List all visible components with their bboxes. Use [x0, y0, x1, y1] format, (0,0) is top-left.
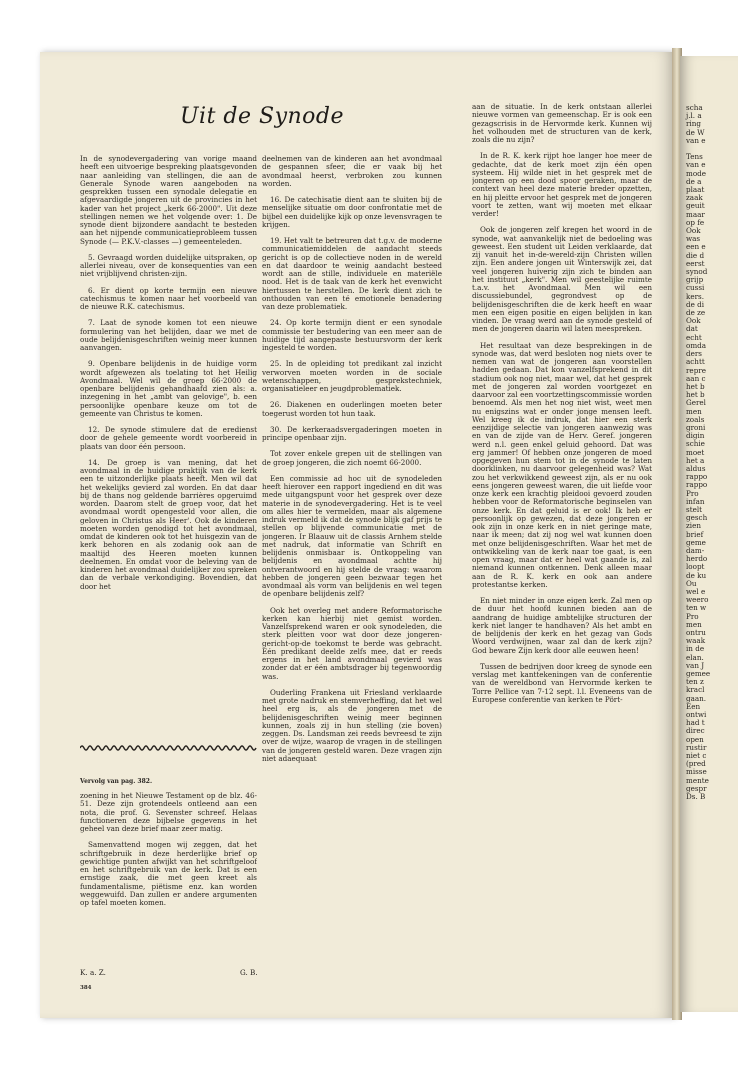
paragraph: Tussen de bedrijven door kreeg de synode een verslag met kanttekeningen van de conferentie van de wereldbond van Hervormde kerken te Torre Pellice van 7-12 sept. l.l. Eveneens van de Europese conferentie van kerken te Pört-	[472, 661, 652, 704]
next-page-line: schie	[686, 439, 705, 449]
next-page-line: was	[686, 234, 701, 244]
next-page-line: groni	[686, 422, 706, 432]
next-page-line: gesch	[686, 513, 708, 523]
next-page-line: mente	[686, 775, 709, 785]
next-page-line: cussi	[686, 283, 705, 293]
next-page-line: zien	[686, 521, 701, 531]
next-page-line: rappo	[686, 480, 708, 490]
next-page-line: Pro	[686, 488, 699, 498]
next-page-line: ders	[686, 349, 702, 359]
next-page-line: kracl	[686, 685, 705, 695]
next-page-line: echt	[686, 332, 702, 342]
next-page-line: de a	[686, 176, 702, 186]
paragraph: Ook de jongeren zelf kregen het woord in de synode, wat aanvankelijk niet de bedoeling was geweest. Een student uit Leiden verklaarde, dat zij vanuit het in-de-wereld-zijn Christen willen zijn. Een andere jongen uit Winterswijk zei, dat veel jongeren huiverig zijn zich te binden aan het instituut „kerk". Men wil geestelijke ruimte t.a.v. het Avondmaal. Men wil een discussiebundel, gegrondvest op de belijdenisgeschriften die de kerk heeft en waar men een eigen positie en eigen belijden in kan vinden. De vraag werd aan de synode gesteld of men de jongeren daarin wil laten meespreken.	[472, 225, 652, 334]
page-number: 384	[80, 985, 92, 991]
next-page-line: de ze	[686, 308, 706, 318]
next-page-line: rustir	[686, 742, 707, 752]
next-page-line: stelt	[686, 504, 703, 514]
next-page-line: Ook	[686, 226, 701, 236]
paragraph: Samenvattend mogen wij zeggen, dat het schriftgebruik in deze herderlijke brief op gewichtige punten afwijkt van het schriftgeloof en het schriftgebruik van de kerk. Dat is een ernstige zaak, die met geen kreet als fundamentalisme, piëtisme enz. kan worden weggewuifd. Dan zullen er andere argumenten op tafel moeten komen.	[80, 840, 257, 907]
paragraph: Tot zover enkele grepen uit de stellingen van de groep jongeren, die zich noemt 66-2000.	[262, 449, 442, 467]
paragraph: 5. Gevraagd worden duidelijke uitspraken, op allerlei niveau, over de konsequenties van een niet vrijblijvend christen-zijn.	[80, 252, 257, 279]
next-page-line: geme	[686, 537, 706, 547]
next-page-line: scha	[686, 103, 703, 112]
next-page-line: Gerel	[686, 398, 706, 408]
next-page-line: men	[686, 619, 702, 629]
column-3	[472, 103, 652, 1005]
next-page-line: loopt	[686, 562, 705, 572]
next-page-line: het b	[686, 390, 705, 400]
next-page-line: aan c	[686, 373, 706, 383]
next-page-line: infan	[686, 496, 705, 506]
next-page-line: Tens	[686, 152, 703, 162]
next-page-line: de ku	[686, 570, 707, 580]
paragraph: 26. Diakenen en ouderlingen moeten beter toegerust worden tot hun taak.	[262, 400, 442, 418]
signature-right: G. B.	[240, 968, 258, 977]
next-page-line: gespr	[686, 783, 707, 793]
next-page-line: Ds. B	[686, 792, 706, 802]
paragraph: deelnemen van de kinderen aan het avondmaal de gespannen sfeer, die er vaak bij het avondmaal heerst, verbroken zou kunnen worden.	[262, 155, 442, 188]
article-title: Uit de Synode	[180, 104, 345, 129]
paragraph: 14. De groep is van mening, dat het avondmaal in de huidige praktijk van de kerk een te uitzonderlijke plaats heeft. Men wil dat het wekelijks gevierd zal worden. En dat daar bij de thans nog geldende barrières opgeruimd worden. Daarom stelt de groep voor, dat het avondmaal wordt opengesteld voor allen, die geloven in Christus als Heer'. Ook de kinderen moeten worden genodigd tot het avondmaal, omdat de kinderen ook tot het huisgezin van de kerk behoren en als zodanig ook aan de maaltijd des Heeren moeten kunnen deelnemen. En omdat voor de beleving van de kinderen het avondmaal duidelijker zou spreken dan de verbale verkondiging. Bovendien, dat door het	[80, 457, 257, 591]
column-2	[262, 155, 442, 1005]
next-page-line: aldus	[686, 463, 706, 473]
next-page-line: zoals	[686, 414, 705, 424]
next-page-line: dam-	[686, 545, 705, 555]
next-page-line: eerst	[686, 258, 705, 268]
next-page-line: ontwi	[686, 710, 707, 720]
next-page-line: men	[686, 406, 702, 416]
next-page-line: weero	[686, 595, 709, 605]
continued-from-label: Vervolg van pag. 382.	[80, 778, 153, 785]
next-page-line: Ook	[686, 316, 701, 326]
next-page-line: van J	[686, 660, 705, 670]
paragraph: 6. Er dient op korte termijn een nieuwe catechismus te komen naar het voorbeeld van de nieuwe R.K. catechismus.	[80, 285, 257, 311]
next-page-line: gemee	[686, 669, 711, 679]
paragraph: Het resultaat van deze besprekingen in de synode was, dat werd besloten nog niets over te nemen van wat de jongeren aan voorstellen hadden gedaan. Dat kon vanzelfsprekend in dit stadium ook nog niet, maar wel, dat het gesprek met de jongeren zal worden voortgezet en daarvoor zal een voortzettingscommissie worden benoemd. Als men het nog niet wist, weet men nu enigszins wat er onder jonge mensen leeft. Wel kreeg ik de indruk, dat hier een sterk eenzijdige selectie van jongeren aanwezig was en van de zijde van de Herv. Geref. jongeren werd n.l. geen enkel geluid gehoord. Dat was erg jammer! Of hebben onze jongeren de moed opgegeven hun stem tot in de synode te laten doorklinken, nu daarvoor gelegenheid was? Wat zou het verkwikkend geweest zijn, als er nu ook eens jongeren geweest waren, die uit liefde voor onze kerk een krachtig pleidooi gevoerd zouden hebben voor de Reformatorische beginselen van onze kerk. En dat geluid is er ook! Ik heb er persoonlijk op gewezen, dat deze jongeren er ook zijn in onze kerk en in niet geringe mate, naar ik meen; dat zij nog wel wat kunnen doen met onze belijdenisgeschriften. Waar het met de ontwikkeling van de kerk naar toe gaat, is een open vraag, maar dat er heel wat gaande is, zal niemand kunnen ontkennen. Denk alleen maar aan de R. K. kerk en ook aan andere protestantse kerken.	[472, 340, 652, 589]
next-page-line: had t	[686, 718, 705, 728]
paragraph: 16. De catechisatie dient aan te sluiten bij de menselijke situatie om door confrontatie met de bijbel een duidelijke kijk op onze levensvragen te krijgen.	[262, 195, 442, 229]
next-page-line: gaan.	[686, 693, 707, 703]
next-page-line: zaak	[686, 193, 703, 203]
next-page-line: Een	[686, 701, 701, 711]
next-page-line: j.l. a	[686, 111, 702, 121]
next-page-line: plaat	[686, 185, 705, 195]
wavy-divider	[80, 744, 257, 752]
next-page-line: ten z	[686, 677, 704, 687]
paragraph: 24. Op korte termijn dient er een synodale commissie ter bestudering van een meer aan de huidige tijd aangepaste bestuursvorm der kerk ingesteld te worden.	[262, 318, 442, 352]
column-1	[80, 155, 257, 735]
next-page-line: ten w	[686, 603, 707, 613]
paragraph: 12. De synode stimulere dat de eredienst door de gehele gemeente wordt voorbereid in plaats van door één persoon.	[80, 425, 257, 451]
paragraph: In de synodevergadering van vorige maand heeft een uitvoerige bespreking plaatsgevonden naar aanleiding van stellingen, die aan de Generale Synode waren aangeboden na gesprekken tussen een synodale delegatie en afgevaardigde jongeren uit de provincies in het kader van het project „kerk 66-2000". Uit deze stellingen nemen we het volgende over: 1. De synode dient bijzondere aandacht te besteden aan het nijpende communicatieprobleem tussen Synode (— P.K.V.-classes —) gemeenteleden.	[80, 155, 257, 246]
next-page-line: waak	[686, 636, 706, 646]
next-page-line: het a	[686, 455, 705, 465]
next-page-line: (pred	[686, 759, 706, 769]
next-page-line: de di	[686, 299, 705, 309]
next-page-line: niet c	[686, 751, 707, 761]
next-page-line: rappo	[686, 472, 708, 482]
next-page-line: achtt	[686, 357, 705, 367]
next-page-line: repre	[686, 365, 706, 375]
paragraph: 9. Openbare belijdenis in de huidige vorm wordt afgewezen als toelating tot het Heilig Avondmaal. Wel wil de groep 66-2000 de openbare belijdenis gehandhaafd zien als: a. inzegening in het „ambt van gelovige", b. een persoonlijke openbare keuze om tot de gemeente van Christus te komen.	[80, 359, 257, 418]
next-page-line: van e	[686, 160, 706, 170]
next-page-edge	[680, 56, 738, 1012]
next-page-line: misse	[686, 767, 707, 777]
next-page-text	[686, 104, 738, 801]
next-page-line: elan.	[686, 652, 704, 662]
paragraph: En niet minder in onze eigen kerk. Zal men op de duur het hoofd kunnen bieden aan de aandrang de huidige ambtelijke structuren der kerk niet langer te handhaven? Als het ambt en de belijdenis der kerk en het gezag van Gods Woord verdwijnen, waar zal dan de kerk zijn? God beware Zijn kerk door alle eeuwen heen!	[472, 596, 652, 655]
next-page-line: ring	[686, 119, 701, 129]
next-page-line: Ou	[686, 578, 697, 588]
signature-left: K. a. Z.	[80, 968, 106, 977]
next-page-line: herdo	[686, 554, 708, 564]
next-page-line: kers.	[686, 291, 705, 301]
next-page-line: op fe	[686, 217, 705, 227]
next-page-line: het b	[686, 381, 705, 391]
next-page-line: direc	[686, 726, 705, 736]
next-page-line: brief	[686, 529, 704, 539]
paragraph: 30. De kerkeraadsvergaderingen moeten in principe openbaar zijn.	[262, 424, 442, 442]
next-page-line: Pro	[686, 611, 699, 621]
paragraph: 19. Het valt te betreuren dat t.g.v. de moderne communicatiemiddelen de aandacht steeds gericht is op de collectieve noden in de wereld en dat daardoor te weinig aandacht besteed wordt aan de stille, individuele en materiële nood. Het is de taak van de kerk het evenwicht hiertussen te herstellen. De kerk dient zich te onthouden van een té emotionele benadering van deze problematiek.	[262, 236, 442, 311]
column-1-continuation	[80, 792, 257, 962]
next-page-line: in de	[686, 644, 705, 654]
next-page-line: wel e	[686, 586, 706, 596]
paragraph: 25. In de opleiding tot predikant zal inzicht verworven moeten worden in de sociale wetenschappen, gesprekstechniek, organisatieleer en jeugdproblematiek.	[262, 359, 442, 393]
next-page-line: de W	[686, 127, 705, 137]
next-page-line: grijp	[686, 275, 704, 285]
next-page-line: geuit	[686, 201, 705, 211]
next-page-line: mode	[686, 168, 706, 178]
paragraph: Ouderling Frankena uit Friesland verklaarde met grote nadruk en stemverheffing, dat het wel heel erg is, als de jongeren met de belijdenisgeschriften weinig meer beginnen kunnen, zoals zij in hun stelling (zie boven) zeggen. Ds. Landsman zei reeds bevreesd te zijn over de wijze, waarop de vragen in de stellingen van de jongeren gesteld waren. Deze vragen zijn niet adaequaat	[262, 687, 442, 763]
next-page-line: moet	[686, 447, 705, 457]
next-page-line: ontru	[686, 628, 706, 637]
next-page-line: omda	[686, 340, 707, 350]
next-page-line: die d	[686, 250, 705, 260]
next-page-line: van e	[686, 135, 706, 145]
paragraph: zoening in het Nieuwe Testament op de blz. 46-51. Deze zijn grotendeels ontleend aan een nota, die prof. G. Sevenster schreef. Helaas functioneren deze bijbelse gegevens in het geheel van deze brief maar zeer matig.	[80, 792, 257, 833]
next-page-line: open	[686, 734, 704, 744]
next-page-line: synod	[686, 267, 708, 277]
next-page-line: maar	[686, 209, 705, 219]
next-page-line: dat	[686, 324, 698, 334]
paragraph: 7. Laat de synode komen tot een nieuwe formulering van het belijden, daar we met de oude belijdenisgeschriften weinig meer kunnen aanvangen.	[80, 318, 257, 352]
paragraph: aan de situatie. In de kerk ontstaan allerlei nieuwe vormen van gemeenschap. Er is ook een gezagscrisis in de Hervormde kerk. Kunnen wij het volhouden met de structuren van de kerk, zoals die nu zijn?	[472, 103, 652, 144]
next-page-line: digin	[686, 431, 705, 441]
paragraph: Een commissie ad hoc uit de synodeleden heeft hierover een rapport ingediend en dit was mede uitgangspunt voor het gesprek over deze materie in de synodevergadering. Het is te veel om alles hier te vermelden, maar als algemene indruk vermeld ik dat de synode blijk gaf prijs te stellen op blijvende communicatie met de jongeren. Ir Blaauw uit de classis Arnhem stelde met nadruk, dat informatie van Schrift en belijdenis onmisbaar is. Ontkoppeling van belijdenis en avondmaal achtte hij ontverantwoord en hij stelde de vraag: waarom hebben de jongeren geen bezwaar tegen het avondmaal als vorm van belijdenis en wel tegen de openbare belijdenis zelf?	[262, 473, 442, 599]
paragraph: Ook het overleg met andere Reformatorische kerken kan hierbij niet gemist worden. Vanzelfsprekend waren er ook synodeleden, die sterk pleitten voor wat door deze jongeren-gericht-op-de toekomst te berde was gebracht. Eén predikant deelde zelfs mee, dat er reeds ergens in het land avondmaal gevierd was zonder dat er één ambtsdrager bij tegenwoordig was.	[262, 605, 442, 681]
paragraph: In de R. K. kerk rijpt hoe langer hoe meer de gedachte, dat de kerk moet zijn één open systeem. Hij wilde niet in het gesprek met de jongeren op een dood spoor geraken, maar de context van heel deze materie breder opzetten, en hij pleitte ervoor het gesprek met de jongeren voort te zetten, want wij moeten met elkaar verder!	[472, 151, 652, 218]
next-page-line: een e	[686, 242, 706, 252]
